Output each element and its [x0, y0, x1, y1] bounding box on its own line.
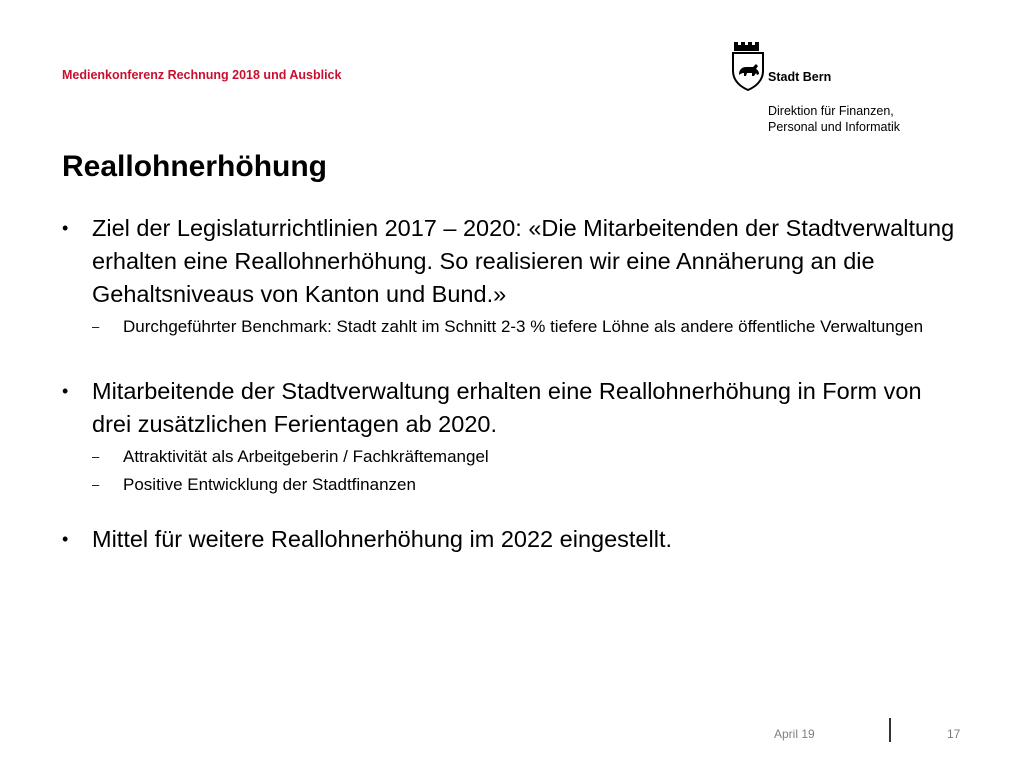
bullet-marker: •: [62, 218, 69, 238]
sub-bullet-marker: –: [92, 449, 100, 464]
bullet-list: [62, 212, 962, 556]
bullet-item: [62, 523, 962, 556]
sub-bullet-text: Attraktivität als Arbeitgeberin / Fachkräftemangel: [123, 447, 489, 466]
bullet-marker: •: [62, 381, 69, 401]
page-number: 17: [947, 727, 961, 741]
bullet-item: [62, 375, 962, 441]
bullet-marker: •: [62, 529, 69, 549]
sub-bullet-item: [62, 445, 962, 469]
department-name: [768, 103, 900, 135]
sub-bullet-marker: –: [92, 319, 100, 334]
sub-bullet-marker: –: [92, 477, 100, 492]
org-name: Stadt Bern: [768, 70, 832, 84]
page-title: Reallohnerhöhung: [62, 150, 327, 183]
department-line-2: Personal und Informatik: [768, 120, 901, 134]
sub-bullet-text: Durchgeführter Benchmark: Stadt zahlt im Schnitt 2-3 % tiefere Löhne als andere öffentliche Verwaltungen: [123, 317, 924, 336]
footer-divider: [889, 718, 891, 742]
bullet-text: Mittel für weitere Reallohnerhöhung im 2022 eingestellt.: [92, 526, 672, 552]
bullet-text: Ziel der Legislaturrichtlinien 2017 – 2020: «Die Mitarbeitenden der Stadtverwaltung erhalten eine Reallohnerhöhung. So realisieren wir eine Annäherung an die Gehaltsniveaus von Kanton und Bund.»: [92, 215, 955, 307]
department-line-1: Direktion für Finanzen,: [768, 104, 894, 118]
footer-date: April 19: [774, 727, 815, 741]
sub-bullet-item: [62, 315, 962, 339]
presentation-title: Medienkonferenz Rechnung 2018 und Ausblick: [62, 68, 342, 82]
sub-bullet-text: Positive Entwicklung der Stadtfinanzen: [123, 475, 416, 494]
bern-coat-of-arms-icon: [730, 38, 766, 92]
sub-bullet-item: [62, 473, 962, 497]
bullet-text: Mitarbeitende der Stadtverwaltung erhalten eine Reallohnerhöhung in Form von drei zusätzlichen Ferientagen ab 2020.: [92, 378, 922, 437]
bullet-item: [62, 212, 962, 311]
